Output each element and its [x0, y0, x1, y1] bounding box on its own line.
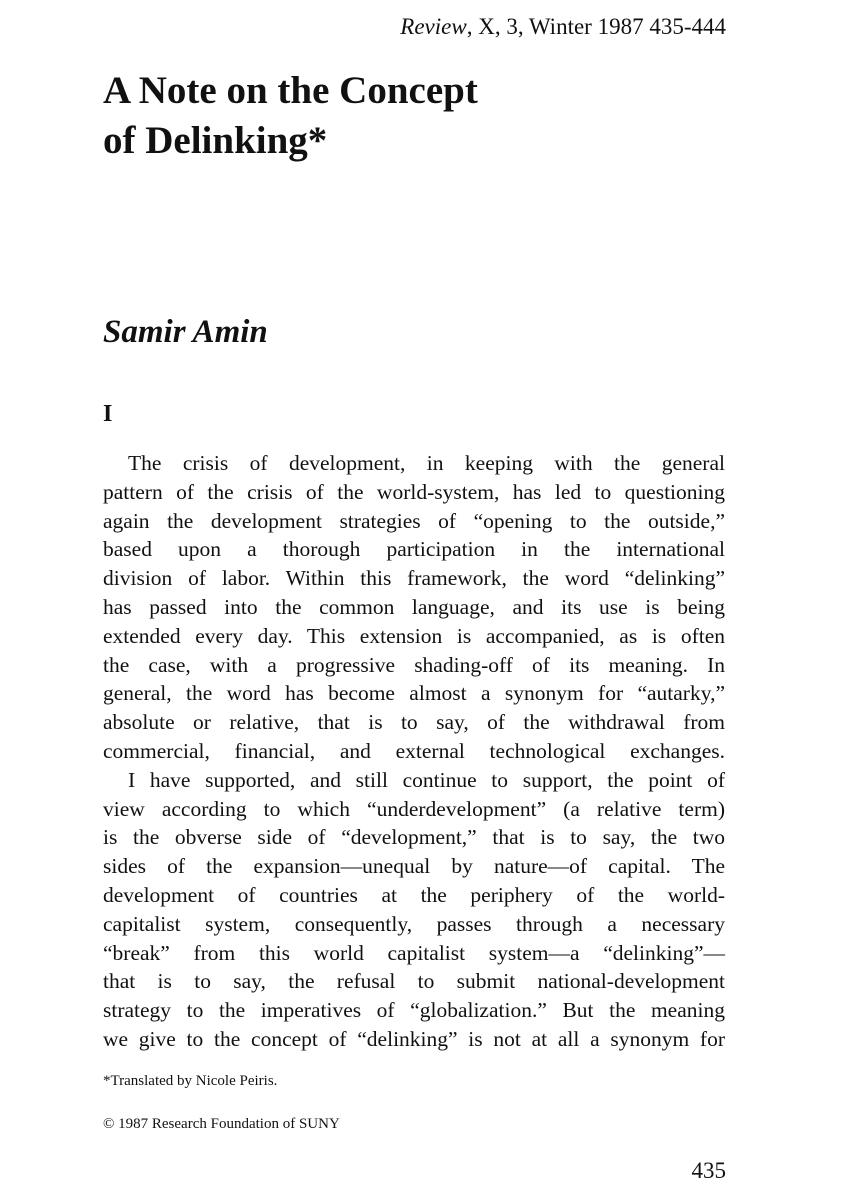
text-line: absolute or relative, that is to say, of the withdrawal from — [103, 710, 725, 735]
page-number: 435 — [691, 1158, 726, 1183]
text-line: pattern of the crisis of the world-system, has led to questioning — [103, 479, 725, 504]
journal-name: Review — [400, 14, 467, 39]
copyright-notice: © 1987 Research Foundation of SUNY — [103, 1116, 340, 1132]
text-line: division of labor. Within this framework, the word “delinking” — [103, 566, 725, 591]
text-line: view according to which “underdevelopment” (a relative term) — [103, 796, 725, 821]
text-line: development of countries at the periphery of the world- — [103, 882, 725, 907]
article-title — [103, 66, 478, 166]
text-line: strategy to the imperatives of “globalization.” But the meaning — [103, 998, 725, 1023]
text-line: has passed into the common language, and its use is being — [103, 594, 725, 619]
text-line: again the development strategies of “opening to the outside,” — [103, 508, 725, 533]
text-line: the case, with a progressive shading-off of its meaning. In — [103, 652, 725, 677]
text-line: based upon a thorough participation in the international — [103, 537, 725, 562]
title-line-1: A Note on the Concept — [103, 69, 478, 112]
section-number: I — [103, 401, 113, 427]
text-line: “break” from this world capitalist system—a “delinking”— — [103, 940, 725, 965]
author-name: Samir Amin — [103, 314, 268, 350]
text-line: commercial, financial, and external technological exchanges. — [103, 738, 725, 763]
text-line: we give to the concept of “delinking” is not at all a synonym for — [103, 1026, 725, 1051]
text-line: is the obverse side of “development,” that is to say, the two — [103, 825, 725, 850]
text-line: extended every day. This extension is accompanied, as is often — [103, 623, 725, 648]
text-line: that is to say, the refusal to submit national-development — [103, 969, 725, 994]
text-line: general, the word has become almost a synonym for “autarky,” — [103, 681, 725, 706]
running-head — [400, 13, 726, 41]
body-text — [103, 449, 725, 1054]
title-line-2: of Delinking* — [103, 119, 328, 162]
text-line: capitalist system, consequently, passes through a necessary — [103, 911, 725, 936]
text-line: sides of the expansion—unequal by nature—of capital. The — [103, 854, 725, 879]
text-line: The crisis of development, in keeping with the general — [128, 451, 725, 475]
issue-info: , X, 3, Winter 1987 435-444 — [466, 14, 726, 39]
text-line: I have supported, and still continue to support, the point of — [128, 767, 725, 792]
footnote: *Translated by Nicole Peiris. — [103, 1073, 278, 1089]
